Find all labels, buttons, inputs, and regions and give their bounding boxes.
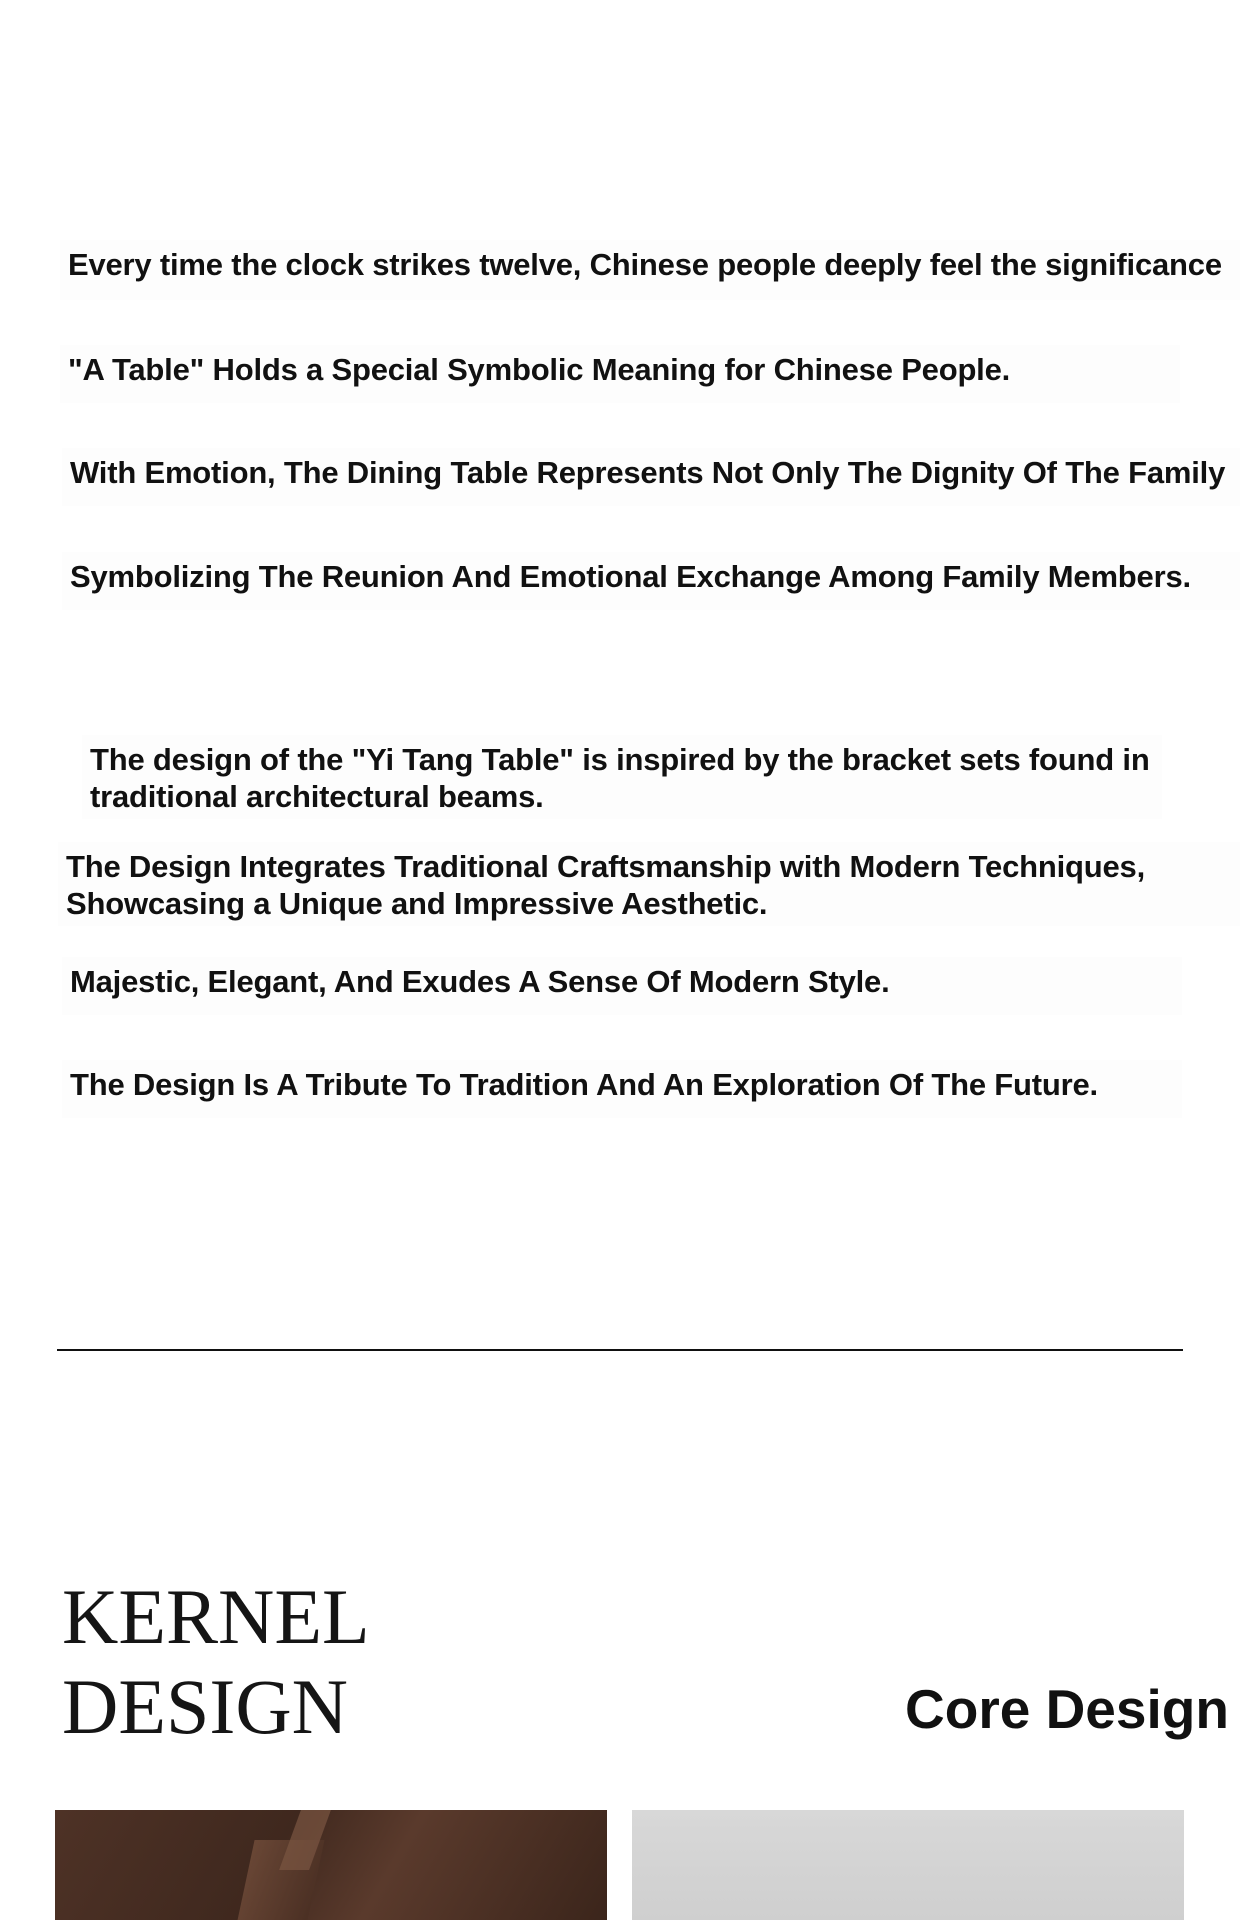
kernel-heading-line1: KERNEL bbox=[62, 1573, 370, 1660]
design-line-majestic: Majestic, Elegant, And Exudes A Sense Of Modern Style. bbox=[62, 957, 1182, 1015]
design-line-inspiration: The design of the "Yi Tang Table" is inspired by the bracket sets found in traditional architectural beams. bbox=[82, 735, 1162, 819]
intro-line-reunion: Symbolizing The Reunion And Emotional Exchange Among Family Members. bbox=[62, 552, 1240, 610]
design-line-craftsmanship: The Design Integrates Traditional Craftsmanship with Modern Techniques, Showcasing a Unique and Impressive Aesthetic. bbox=[58, 842, 1240, 926]
intro-line-table-symbolic: "A Table" Holds a Special Symbolic Meaning for Chinese People. bbox=[60, 345, 1180, 403]
wood-table-photo bbox=[55, 1810, 607, 1920]
intro-line-clock: Every time the clock strikes twelve, Chinese people deeply feel the significance bbox=[60, 240, 1240, 300]
intro-line-dignity: With Emotion, The Dining Table Represents Not Only The Dignity Of The Family bbox=[62, 448, 1240, 506]
gray-product-photo bbox=[632, 1810, 1184, 1920]
kernel-design-heading bbox=[62, 1572, 370, 1752]
kernel-heading-line2: DESIGN bbox=[62, 1663, 348, 1750]
design-line-tribute: The Design Is A Tribute To Tradition And An Exploration Of The Future. bbox=[62, 1060, 1182, 1118]
core-design-title: Core Design bbox=[905, 1678, 1229, 1740]
section-divider bbox=[57, 1349, 1183, 1351]
